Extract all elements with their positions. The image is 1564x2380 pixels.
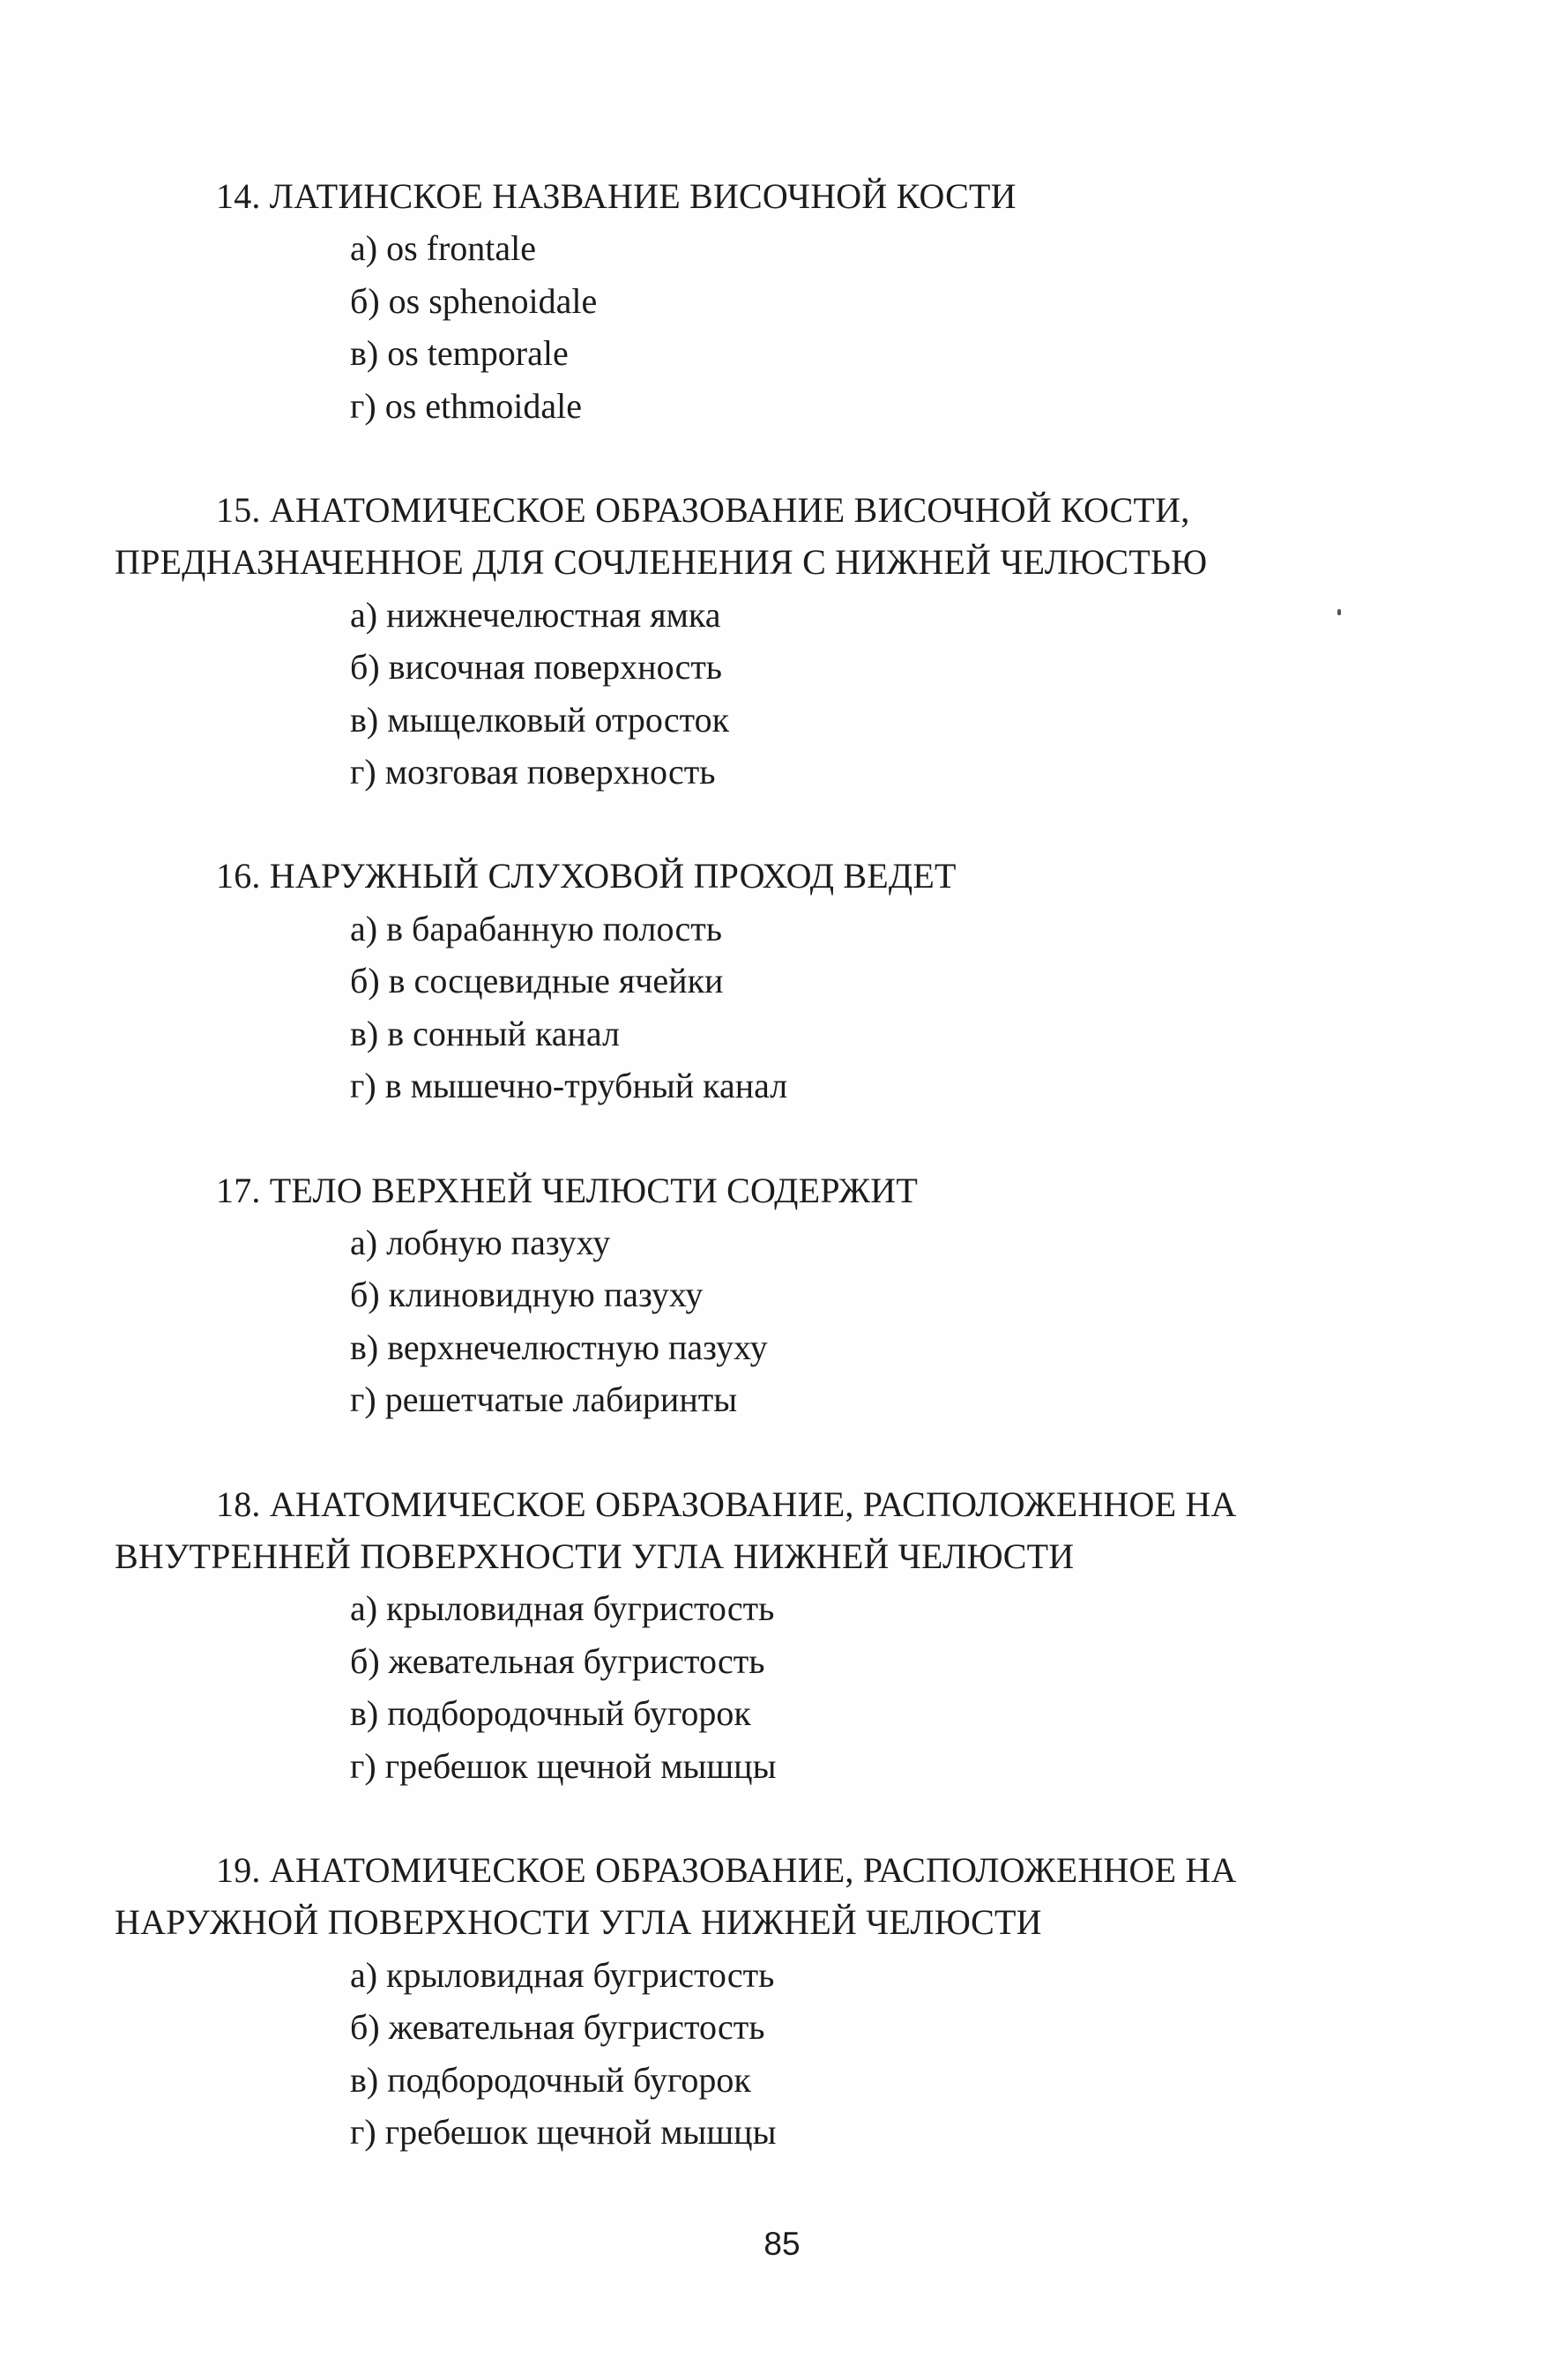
question-17 <box>115 1164 1437 1426</box>
option-g: г) гребешок щечной мышцы <box>350 1745 777 1786</box>
option-v: в) подбородочный бугорок <box>350 2059 751 2100</box>
option-b: б) os sphenoidale <box>350 280 598 321</box>
question-list <box>115 170 1437 2210</box>
question-text: 19. АНАТОМИЧЕСКОЕ ОБРАЗОВАНИЕ, РАСПОЛОЖЕННОЕ НА НАРУЖНОЙ ПОВЕРХНОСТИ УГЛА НИЖНЕЙ ЧЕЛЮСТИ <box>115 1849 1237 1943</box>
option-v: в) верхнечелюстную пазуху <box>350 1327 768 1367</box>
question-16 <box>115 850 1437 1112</box>
question-14 <box>115 170 1437 432</box>
option-g: г) os ethmoidale <box>350 385 583 426</box>
option-list <box>115 222 1437 432</box>
option-g: г) гребешок щечной мышцы <box>350 2112 777 2152</box>
question-19 <box>115 1844 1437 2158</box>
option-list <box>115 1216 1437 1426</box>
question-18 <box>115 1478 1437 1792</box>
option-v: в) мыщелковый отросток <box>350 699 730 740</box>
option-list <box>115 1949 1437 2159</box>
option-g: г) мозговая поверхность <box>350 752 716 792</box>
option-a: а) os frontale <box>350 228 537 269</box>
option-v: в) подбородочный бугорок <box>350 1693 751 1734</box>
option-v: в) os temporale <box>350 333 569 374</box>
question-text: 17. ТЕЛО ВЕРХНЕЙ ЧЕЛЮСТИ СОДЕРЖИТ <box>216 1170 919 1210</box>
option-b: б) височная поверхность <box>350 647 723 688</box>
question-text: 15. АНАТОМИЧЕСКОЕ ОБРАЗОВАНИЕ ВИСОЧНОЙ КОСТИ, ПРЕДНАЗНАЧЕННОЕ ДЛЯ СОЧЛЕНЕНИЯ С НИЖНЕЙ ЧЕЛЮСТЬЮ <box>115 490 1208 583</box>
option-list <box>115 903 1437 1112</box>
option-a: а) нижнечелюстная ямка <box>350 594 721 635</box>
option-b: б) клиновидную пазуху <box>350 1275 704 1315</box>
question-text: 14. ЛАТИНСКОЕ НАЗВАНИЕ ВИСОЧНОЙ КОСТИ <box>216 176 1017 216</box>
option-list <box>115 589 1437 799</box>
page-number: 85 <box>763 2226 801 2262</box>
option-a: а) крыловидная бугристость <box>350 1588 775 1629</box>
question-text: 18. АНАТОМИЧЕСКОЕ ОБРАЗОВАНИЕ, РАСПОЛОЖЕННОЕ НА ВНУТРЕННЕЙ ПОВЕРХНОСТИ УГЛА НИЖНЕЙ ЧЕЛЮСТИ <box>115 1484 1237 1576</box>
option-a: а) в барабанную полость <box>350 908 722 948</box>
option-list <box>115 1582 1437 1792</box>
question-15 <box>115 484 1437 798</box>
scan-speck <box>1337 609 1341 615</box>
option-v: в) в сонный канал <box>350 1013 620 1053</box>
option-b: б) жевательная бугристость <box>350 2007 765 2048</box>
option-b: б) в сосцевидные ячейки <box>350 961 724 1001</box>
question-text: 16. НАРУЖНЫЙ СЛУХОВОЙ ПРОХОД ВЕДЕТ <box>216 856 957 896</box>
option-g: г) в мышечно-трубный канал <box>350 1066 788 1106</box>
option-b: б) жевательная бугристость <box>350 1640 765 1681</box>
option-g: г) решетчатые лабиринты <box>350 1380 738 1420</box>
option-a: а) крыловидная бугристость <box>350 1954 775 1995</box>
option-a: а) лобную пазуху <box>350 1222 611 1262</box>
